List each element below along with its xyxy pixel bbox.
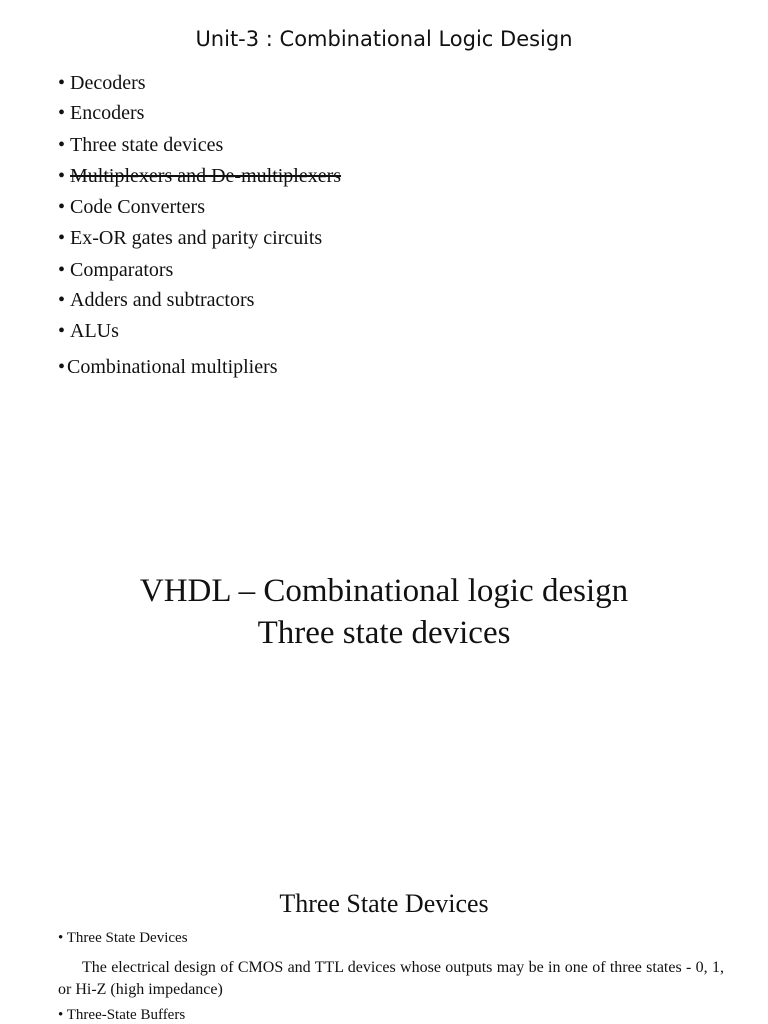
bullet-icon: • bbox=[58, 289, 66, 311]
bullet-icon: • bbox=[58, 1007, 64, 1023]
list-item-label: Multiplexers and De-multiplexers bbox=[70, 165, 342, 187]
list-item bbox=[58, 100, 144, 126]
list-item bbox=[58, 194, 205, 220]
unit-title: Unit-3 : Combinational Logic Design bbox=[195, 27, 573, 51]
list-item bbox=[58, 354, 278, 380]
bullet-icon: • bbox=[58, 227, 66, 249]
list-item bbox=[58, 132, 223, 158]
bullet-icon: • bbox=[58, 930, 64, 946]
bullet-icon: • bbox=[58, 102, 66, 124]
list-item-label: Code Converters bbox=[70, 196, 205, 218]
list-item bbox=[58, 225, 322, 251]
bullet-icon: • bbox=[58, 320, 66, 342]
bullet-icon: • bbox=[58, 72, 66, 94]
list-item bbox=[58, 318, 119, 344]
section-title-line-2: Three state devices bbox=[257, 615, 511, 651]
list-item bbox=[58, 257, 173, 283]
list-item bbox=[58, 70, 146, 96]
bullet-icon: • bbox=[58, 165, 66, 187]
list-item-label: Encoders bbox=[70, 102, 145, 124]
section-title-line-1: VHDL – Combinational logic design bbox=[139, 573, 629, 609]
list-item-label: Comparators bbox=[70, 259, 174, 281]
bullet-icon: • bbox=[58, 356, 66, 378]
list-item-label: Decoders bbox=[70, 72, 146, 94]
list-item-label: Ex-OR gates and parity circuits bbox=[70, 227, 323, 249]
body-paragraph: The electrical design of CMOS and TTL devices whose outputs may be in one of three states - 0, 1, or Hi-Z (high impedance) bbox=[58, 959, 724, 998]
bullet-icon: • bbox=[58, 134, 66, 156]
section-title bbox=[0, 570, 768, 654]
list-item-label: ALUs bbox=[70, 320, 119, 342]
list-item-struck bbox=[58, 163, 341, 189]
slide-title: Three State Devices bbox=[279, 889, 489, 918]
list-item bbox=[58, 287, 254, 313]
list-item-label: Adders and subtractors bbox=[70, 289, 255, 311]
list-item bbox=[58, 930, 188, 947]
bullet-icon: • bbox=[58, 259, 66, 281]
list-item bbox=[58, 1007, 185, 1024]
list-item-label: Three State Devices bbox=[66, 930, 188, 946]
list-item-label: Three-State Buffers bbox=[66, 1007, 186, 1023]
list-item-label: Combinational multipliers bbox=[67, 356, 278, 378]
bullet-icon: • bbox=[58, 196, 66, 218]
list-item-label: Three state devices bbox=[70, 134, 224, 156]
